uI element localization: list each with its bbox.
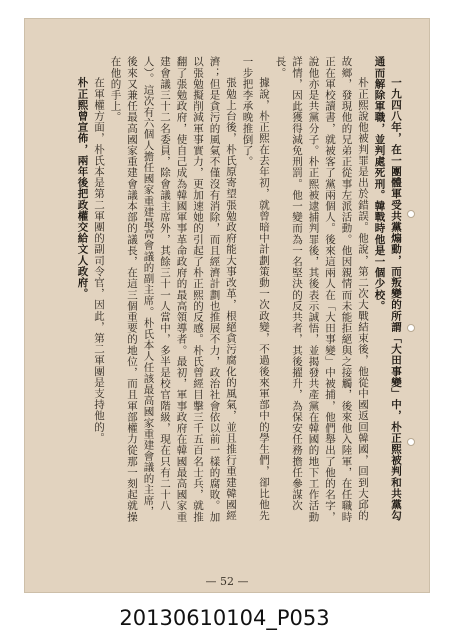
document-page (24, 18, 430, 593)
paragraph: 據說，朴正熙在去年初，就曾暗中計劃策動一次政變，不過後來軍部中的學生們，卻比他先一步把李承晚推倒了。 (241, 56, 270, 521)
binding-hole (407, 324, 415, 332)
paragraph: 在軍權方面，朴氏本是第二軍團的副司令官，因此，第二軍團是支持他的。 (93, 77, 105, 444)
binding-hole (407, 210, 415, 218)
paragraph: 朴正熙曾宣佈，兩年後把政權交給文人政府。 (76, 77, 89, 299)
page-number: — 52 — (205, 575, 249, 588)
paragraph: 朴正熙說他被判罪是出於錯誤。他說，第二次大戰結束後，他從中國返回韓國，回到大邱的故鄉，發現他的兄弟正從事左派活動。他因親情而未能拒絕與之接觸，後來他入陸軍，在任職時正在軍校讀書，就被客了黨兩個人。後來這兩人在「大田事變」中被捕，他們舉出了他的名字，說他亦是共黨分子。朴正熙被逮捕判罪後，其後表示誠悟，並揭發共產黨在韓國的地下工作活動詳情，因此獲得減免刑罰。他一變而為一名堅決的反共者，其後擢升，為保安任務擔任參謀次長。 (274, 56, 369, 523)
image-caption: 20130610104_P053 (119, 606, 330, 630)
binding-hole (407, 438, 415, 446)
body-text (54, 56, 404, 526)
paragraph: 一九四八年，在一團體軍受共黨煽動，而叛變的所謂「大田事變」中，朴正熙被判和共黨勾通而解除軍職，並判處死刑。韓戰時他是一個少校。 (373, 56, 402, 521)
paragraph: 張勉上台後，朴氏原寄望張勉政府能大事改革，根絕貪污腐化的風氣，並且推行重建韓國經濟；但是貪污的風氣不僅沒有消除，而且經濟計劃也推展不力，政治社會依以前一樣的腐敗。加以張勉擬削減軍事實力，更加速她的引起了朴正熙的反感。朴氏曾經目擊三千五百名士兵，就推翻了張勉政府，使自己成為韓國軍事革命政府的最高領導者。最初，軍事政府在韓國最高國家重建會議三十二名委員，除會議主席外，其餘三十一人當中，多半是校官階級，現在只有二十八人）。這次有六個人擔任國家重建最高會議的副主席。朴氏本人任該最高國家重建會議的主席，後來又兼任最高國家重建會議本部的議長，在這三個重要的地位，而且軍部權力從那一刻起就操在他的手上。 (109, 56, 237, 523)
